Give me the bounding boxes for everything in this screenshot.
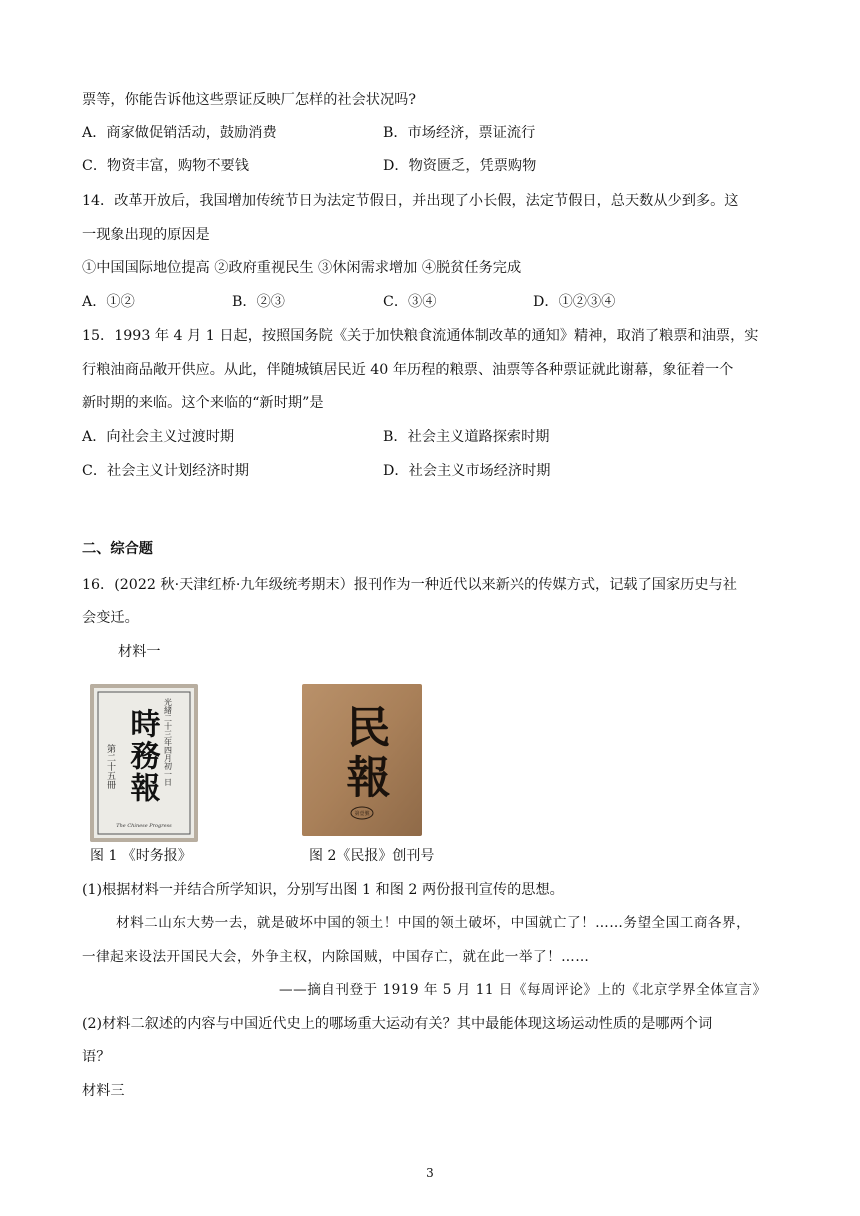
q15-option-b: B．社会主义道路探索时期 (383, 429, 550, 445)
minbao-title: 民報 (338, 704, 390, 804)
shiwubao-english: The Chinese Progress (116, 823, 172, 829)
minbao-cover-image (302, 684, 422, 836)
q13-option-d: D．物资匮乏，凭票购物 (383, 158, 537, 174)
minbao-issue-stamp: 第壹號 (354, 811, 370, 817)
material2-line2: 一律起来设法开国民大会，外争主权，内除国贼，中国存亡，就在此一举了！…… (82, 949, 590, 965)
material3-label: 材料三 (82, 1083, 125, 1099)
q16-stem-line2: 会变迁。 (82, 610, 139, 626)
shiwubao-volume: 第二十五冊 (105, 744, 115, 789)
q13-option-c: C．物资丰富，购物不要钱 (82, 158, 249, 174)
q15-option-c: C．社会主义计划经济时期 (82, 463, 249, 479)
q15-stem-line1: 15．1993 年 4 月 1 日起，按照国务院《关于加快粮食流通体制改革的通知》精神，取消了粮票和油票，实 (82, 328, 759, 344)
page-number: 3 (426, 1166, 434, 1180)
section-title: 二、综合题 (82, 541, 153, 557)
q14-stem-line2: 一现象出现的原因是 (82, 227, 210, 243)
q15-stem-line2: 行粮油商品敞开供应。从此，伴随城镇居民近 40 年历程的粮票、油票等各种票证就此谢幕，象征着一个 (82, 362, 734, 378)
q15-option-d: D．社会主义市场经济时期 (383, 463, 551, 479)
shiwubao-cover-image (90, 684, 198, 842)
figure-shiwubao (90, 684, 198, 842)
figure2-caption: 图 2《民报》创刊号 (309, 848, 435, 864)
q14-option-c: C．③④ (383, 294, 437, 310)
q16-sub2-line2: 语？ (82, 1049, 111, 1065)
material2-line1: 材料二山东大势一去，就是破坏中国的领土！中国的领土破坏，中国就亡了！……务望全国工商各界， (116, 915, 751, 931)
q16-sub1: (1)根据材料一并结合所学知识，分别写出图 1 和图 2 两份报刊宣传的思想。 (82, 882, 564, 898)
q13-option-b: B．市场经济，票证流行 (383, 125, 536, 141)
q15-option-a: A．向社会主义过渡时期 (82, 429, 235, 445)
q14-stem-line1: 14．改革开放后，我国增加传统节日为法定节假日，并出现了小长假，法定节假日，总天数从少到多。这 (82, 193, 739, 209)
shiwubao-date: 光緒二十三年四月初一日 (163, 698, 173, 786)
q14-option-b: B．②③ (232, 294, 285, 310)
q13-option-a: A．商家做促销活动，鼓励消费 (82, 125, 277, 141)
figure1-caption: 图 1 《时务报》 (90, 848, 192, 864)
q15-stem-line3: 新时期的来临。这个来临的“新时期”是 (82, 395, 324, 411)
material2-source: ——摘自刊登于 1919 年 5 月 11 日《每周评论》上的《北京学界全体宣言》 (279, 982, 767, 998)
q16-stem-line1: 16．(2022 秋·天津红桥·九年级统考期末）报刊作为一种近代以来新兴的传媒方式，记载了国家历史与社 (82, 577, 737, 593)
q13-stem-tail: 票等，你能告诉他这些票证反映厂怎样的社会状况吗? (82, 92, 416, 108)
q14-items: ①中国国际地位提高 ②政府重视民生 ③休闲需求增加 ④脱贫任务完成 (82, 260, 522, 276)
q14-option-a: A．①② (82, 294, 135, 310)
figure-minbao (302, 684, 422, 836)
shiwubao-title: 時務報 (124, 708, 160, 804)
q14-option-d: D．①②③④ (533, 294, 616, 310)
q16-sub2-line1: (2)材料二叙述的内容与中国近代史上的哪场重大运动有关？其中最能体现这场运动性质的是哪两个词 (82, 1016, 713, 1032)
material1-label: 材料一 (118, 644, 161, 660)
